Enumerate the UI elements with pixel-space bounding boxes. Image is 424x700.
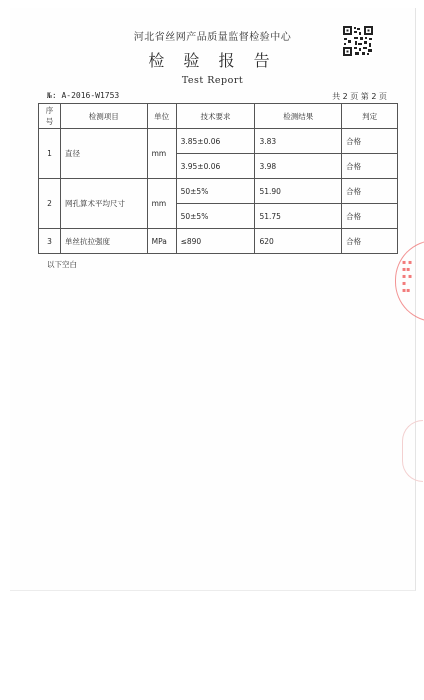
header-no: 序号: [39, 104, 61, 129]
verdict: 合格: [342, 179, 398, 204]
unit: MPa: [147, 229, 176, 254]
result: 51.90: [255, 179, 342, 204]
verdict: 合格: [342, 204, 398, 229]
report-subtitle: Test Report: [181, 75, 244, 86]
verdict: 合格: [342, 154, 398, 179]
test-item: 单丝抗拉强度: [60, 229, 147, 254]
table-row: [39, 179, 398, 204]
result: 51.75: [255, 204, 342, 229]
header-result: 检测结果: [255, 104, 342, 129]
verdict: 合格: [342, 229, 398, 254]
header-verdict: 判定: [342, 104, 398, 129]
unit: mm: [147, 129, 176, 179]
result: 3.98: [255, 154, 342, 179]
report-number: №: A-2016-W1753: [47, 91, 120, 100]
seal-impression: [402, 420, 423, 482]
organization-name: 河北省丝网产品质量监督检验中心: [133, 32, 292, 43]
requirement: 50±5%: [176, 204, 255, 229]
row-number: 2: [39, 179, 61, 229]
verdict: 合格: [342, 129, 398, 154]
header-requirement: 技术要求: [176, 104, 255, 129]
header-unit: 单位: [147, 104, 176, 129]
requirement: ≤890: [176, 229, 255, 254]
unit: mm: [147, 179, 176, 229]
report-title: 检 验 报 告: [148, 51, 277, 70]
report-sheet: [10, 8, 416, 591]
test-item: 直径: [60, 129, 147, 179]
table-row: [39, 129, 398, 154]
result: 620: [255, 229, 342, 254]
result: 3.83: [255, 129, 342, 154]
row-number: 3: [39, 229, 61, 254]
table-header-row: [39, 104, 398, 129]
requirement: 50±5%: [176, 179, 255, 204]
requirement: 3.85±0.06: [176, 129, 255, 154]
header-item: 检测项目: [60, 104, 147, 129]
qr-code-icon: [342, 25, 374, 57]
end-of-report-note: 以下空白: [47, 260, 77, 269]
page-indicator: 共 2 页 第 2 页: [332, 92, 387, 101]
table-row: [39, 229, 398, 254]
results-table: [38, 103, 398, 254]
official-seal: ▪ ▪ ▪▪ ▪ ▪ ▪ ▪▪: [395, 240, 424, 322]
test-item: 网孔算术平均尺寸: [60, 179, 147, 229]
requirement: 3.95±0.06: [176, 154, 255, 179]
row-number: 1: [39, 129, 61, 179]
